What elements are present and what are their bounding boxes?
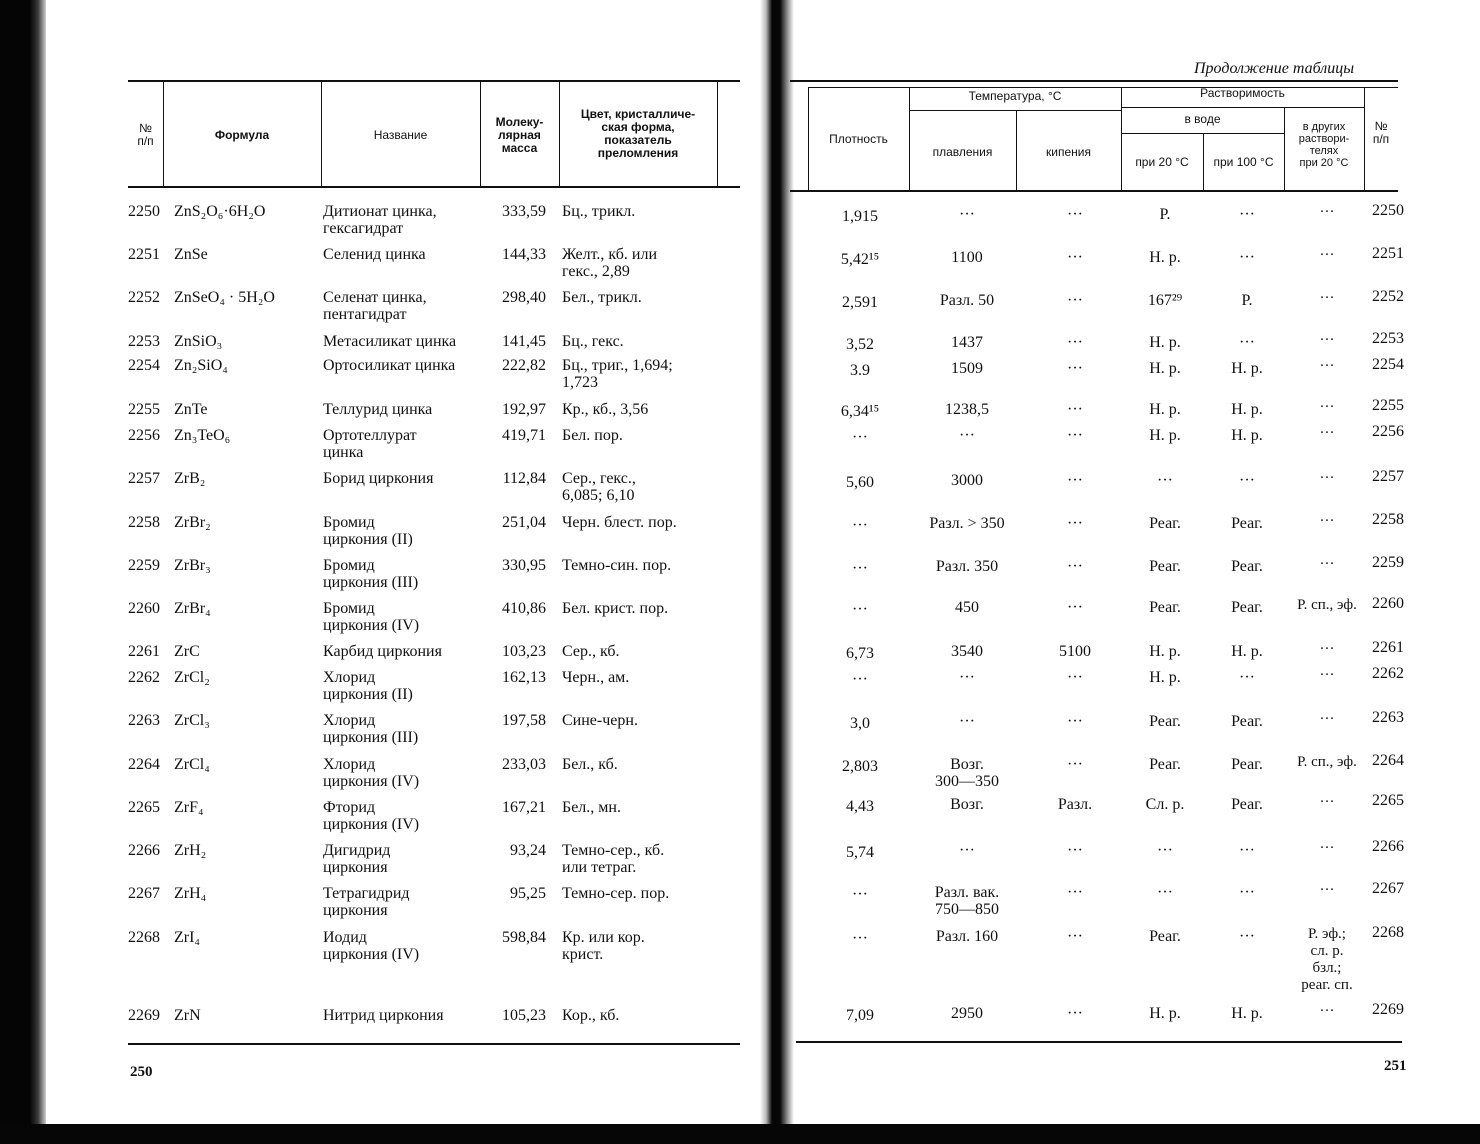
color-form-cell: Темно-сер., кб. или тетраг. xyxy=(562,842,665,876)
formula-cell: ZrB₂ xyxy=(174,470,206,487)
boiling-cell: ··· xyxy=(1067,599,1083,616)
color-form-cell: Бел., мн. xyxy=(562,799,621,816)
header-top-rule xyxy=(790,80,1398,82)
water-20-cell: Реаг. xyxy=(1149,713,1181,730)
other-solvents-cell: ··· xyxy=(1319,882,1335,898)
water-20-cell: ··· xyxy=(1157,842,1173,859)
density-cell: ··· xyxy=(852,517,868,534)
row-number: 2254 xyxy=(1372,356,1404,373)
name-cell: Иодид циркония (IV) xyxy=(323,929,420,963)
other-solvents-cell: ··· xyxy=(1319,794,1335,810)
color-form-cell: Желт., кб. или гекс., 2,89 xyxy=(562,246,658,280)
row-number: 2265 xyxy=(128,799,160,816)
water-20-cell: Н. р. xyxy=(1149,401,1181,418)
water-20-cell: Н. р. xyxy=(1149,360,1181,377)
density-cell: ··· xyxy=(852,930,868,947)
water-20-cell: Реаг. xyxy=(1149,558,1181,575)
mass-cell: 330,95 xyxy=(502,557,546,574)
water-20-cell: Реаг. xyxy=(1149,756,1181,773)
row-number: 2262 xyxy=(1372,665,1404,682)
other-solvents-cell: ··· xyxy=(1319,641,1335,657)
name-cell: Карбид циркония xyxy=(323,643,442,660)
density-cell: 3,52 xyxy=(846,336,874,353)
header-mass: Молеку- лярная масса xyxy=(495,115,544,155)
header-density: Плотность xyxy=(829,132,888,146)
formula-cell: ZnSiO₃ xyxy=(174,333,223,350)
color-form-cell: Кр., кб., 3,56 xyxy=(562,401,649,418)
boiling-cell: ··· xyxy=(1067,515,1083,532)
boiling-cell: ··· xyxy=(1067,928,1083,945)
water-20-cell: Н. р. xyxy=(1149,249,1181,266)
color-form-cell: Сине-черн. xyxy=(562,712,638,729)
row-number: 2256 xyxy=(1372,423,1404,440)
name-cell: Ортотеллурат цинка xyxy=(323,427,417,461)
melting-cell: 1437 xyxy=(951,334,983,351)
color-form-cell: Бц., гекс. xyxy=(562,333,624,350)
formula-cell: ZnTe xyxy=(174,401,208,418)
mass-cell: 298,40 xyxy=(502,289,546,306)
formula-cell: ZnSe xyxy=(174,246,208,263)
melting-cell: 1100 xyxy=(951,249,983,266)
other-solvents-cell: ··· xyxy=(1319,358,1335,374)
formula-cell: ZrH₂ xyxy=(174,842,207,859)
water-100-cell: ··· xyxy=(1239,206,1255,223)
mass-cell: 103,23 xyxy=(502,643,546,660)
boiling-cell: ··· xyxy=(1067,713,1083,730)
name-cell: Метасиликат цинка xyxy=(323,333,457,350)
water-100-cell: Реаг. xyxy=(1231,713,1263,730)
other-solvents-cell: ··· xyxy=(1319,840,1335,856)
name-cell: Хлорид циркония (II) xyxy=(323,669,413,703)
row-number: 2251 xyxy=(1372,245,1404,262)
color-form-cell: Бел. крист. пор. xyxy=(562,600,669,617)
melting-cell: 3000 xyxy=(951,472,983,489)
header-bottom-rule xyxy=(790,190,1398,192)
other-solvents-cell: ··· xyxy=(1319,513,1335,529)
color-form-cell: Сер., гекс., 6,085; 6,10 xyxy=(562,470,636,504)
melting-cell: ··· xyxy=(959,842,975,859)
melting-cell: ··· xyxy=(959,669,975,686)
water-20-cell: ··· xyxy=(1157,472,1173,489)
density-cell: 4,43 xyxy=(846,798,874,815)
page-number-left: 250 xyxy=(130,1064,153,1080)
table-bottom-rule xyxy=(796,1041,1402,1043)
header-water-20: при 20 °С xyxy=(1135,155,1189,169)
melting-cell: 450 xyxy=(955,599,979,616)
melting-cell: Разл. вак. 750—850 xyxy=(934,884,1000,918)
formula-cell: ZrH₄ xyxy=(174,885,207,902)
boiling-cell: ··· xyxy=(1067,401,1083,418)
row-number: 2261 xyxy=(128,643,160,660)
row-number: 2259 xyxy=(128,557,160,574)
color-form-cell: Сер., кб. xyxy=(562,643,620,660)
boiling-cell: ··· xyxy=(1067,558,1083,575)
water-20-cell: ··· xyxy=(1157,884,1173,901)
header-temperature: Температура, °С xyxy=(968,89,1062,103)
header-formula: Формула xyxy=(214,128,270,142)
boiling-cell: ··· xyxy=(1067,360,1083,377)
melting-cell: Возг. xyxy=(950,796,984,813)
formula-cell: ZrCl₃ xyxy=(174,712,210,729)
water-20-cell: Р. xyxy=(1159,206,1171,223)
color-form-cell: Бц., трикл. xyxy=(562,203,636,220)
other-solvents-cell: ··· xyxy=(1319,667,1335,683)
water-100-cell: Р. xyxy=(1241,292,1253,309)
name-cell: Тетрагидрид циркония xyxy=(323,885,410,919)
water-100-cell: Реаг. xyxy=(1231,756,1263,773)
row-number: 2264 xyxy=(128,756,160,773)
row-number: 2257 xyxy=(128,470,160,487)
water-20-cell: 167²⁹ xyxy=(1147,292,1183,309)
row-number: 2263 xyxy=(1372,709,1404,726)
boiling-cell: ··· xyxy=(1067,249,1083,266)
boiling-cell: ··· xyxy=(1067,842,1083,859)
row-number: 2252 xyxy=(128,289,160,306)
density-cell: 5,74 xyxy=(846,844,874,861)
formula-cell: ZrBr₃ xyxy=(174,557,211,574)
density-cell: ··· xyxy=(852,671,868,688)
color-form-cell: Бел., кб. xyxy=(562,756,618,773)
color-form-cell: Бел. пор. xyxy=(562,427,623,444)
row-number: 2264 xyxy=(1372,752,1404,769)
water-100-cell: Реаг. xyxy=(1231,515,1263,532)
header-color: Цвет, кристалличе- ская форма, показатель преломления xyxy=(580,107,696,160)
density-cell: ··· xyxy=(852,560,868,577)
mass-cell: 192,97 xyxy=(502,401,546,418)
formula-cell: ZrCl₂ xyxy=(174,669,210,686)
water-20-cell: Н. р. xyxy=(1149,1005,1181,1022)
other-solvents-cell: Р. сп., эф. xyxy=(1297,597,1357,613)
water-20-cell: Н. р. xyxy=(1149,669,1181,686)
mass-cell: 333,59 xyxy=(502,203,546,220)
water-100-cell: ··· xyxy=(1239,842,1255,859)
other-solvents-cell: Р. сп., эф. xyxy=(1297,754,1357,770)
boiling-cell: Разл. xyxy=(1057,796,1093,813)
row-number: 2250 xyxy=(1372,202,1404,219)
formula-cell: ZrI₄ xyxy=(174,929,201,946)
boiling-cell: ··· xyxy=(1067,427,1083,444)
formula-cell: ZrF₄ xyxy=(174,799,204,816)
row-number: 2256 xyxy=(128,427,160,444)
header-other-solvents: в других раствори- телях при 20 °С xyxy=(1298,121,1350,169)
row-number: 2265 xyxy=(1372,792,1404,809)
mass-cell: 419,71 xyxy=(502,427,546,444)
mass-cell: 93,24 xyxy=(510,842,546,859)
row-number: 2263 xyxy=(128,712,160,729)
row-number: 2255 xyxy=(1372,397,1404,414)
melting-cell: Разл. > 350 xyxy=(929,515,1005,532)
melting-cell: Разл. 50 xyxy=(939,292,995,309)
formula-cell: ZrCl₄ xyxy=(174,756,210,773)
name-cell: Хлорид циркония (III) xyxy=(323,712,419,746)
mass-cell: 222,82 xyxy=(502,357,546,374)
density-cell: 2,803 xyxy=(842,758,878,775)
water-20-cell: Н. р. xyxy=(1149,427,1181,444)
name-cell: Бромид циркония (IV) xyxy=(323,600,420,634)
row-number: 2262 xyxy=(128,669,160,686)
row-number: 2250 xyxy=(128,203,160,220)
other-solvents-cell: ··· xyxy=(1319,711,1335,727)
melting-cell: 1509 xyxy=(951,360,983,377)
name-cell: Теллурид цинка xyxy=(323,401,433,418)
density-cell: ··· xyxy=(852,886,868,903)
row-number: 2268 xyxy=(1372,924,1404,941)
melting-cell: 2950 xyxy=(951,1005,983,1022)
row-number: 2260 xyxy=(1372,595,1404,612)
density-cell: 3.9 xyxy=(850,362,870,379)
mass-cell: 233,03 xyxy=(502,756,546,773)
formula-cell: Zn₂SiO₄ xyxy=(174,357,228,374)
density-cell: 5,42¹⁵ xyxy=(840,251,880,268)
formula-cell: Zn₃TeO₆ xyxy=(174,427,231,444)
color-form-cell: Темно-син. пор. xyxy=(562,557,672,574)
solubility-group-rule xyxy=(1122,107,1364,108)
boiling-cell: ··· xyxy=(1067,1005,1083,1022)
water-100-cell: Реаг. xyxy=(1231,558,1263,575)
boiling-cell: ··· xyxy=(1067,472,1083,489)
other-solvents-cell: ··· xyxy=(1319,425,1335,441)
melting-cell: Разл. 160 xyxy=(935,928,999,945)
water-100-cell: ··· xyxy=(1239,334,1255,351)
header-name: Название xyxy=(373,128,428,142)
row-number: 2269 xyxy=(128,1007,160,1024)
header-num-right: № п/п xyxy=(1372,119,1390,146)
density-cell: ··· xyxy=(852,601,868,618)
melting-cell: Разл. 350 xyxy=(935,558,999,575)
row-number: 2266 xyxy=(128,842,160,859)
name-cell: Хлорид циркония (IV) xyxy=(323,756,420,790)
name-cell: Дигидрид циркония xyxy=(323,842,391,876)
color-form-cell: Кор., кб. xyxy=(562,1007,620,1024)
melting-cell: ··· xyxy=(959,427,975,444)
density-cell: 2,591 xyxy=(842,294,878,311)
name-cell: Селенид цинка xyxy=(323,246,426,263)
boiling-cell: ··· xyxy=(1067,884,1083,901)
row-number: 2261 xyxy=(1372,639,1404,656)
formula-cell: ZrBr₄ xyxy=(174,600,211,617)
mass-cell: 105,23 xyxy=(502,1007,546,1024)
density-cell: ··· xyxy=(852,429,868,446)
water-20-cell: Сл. р. xyxy=(1145,796,1185,813)
name-cell: Борид циркония xyxy=(323,470,434,487)
page-number-right: 251 xyxy=(1384,1058,1407,1074)
color-form-cell: Черн. блест. пор. xyxy=(562,514,677,531)
continuation-caption: Продолжение таблицы xyxy=(1194,60,1355,77)
name-cell: Нитрид циркония xyxy=(323,1007,444,1024)
boiling-cell: ··· xyxy=(1067,669,1083,686)
name-cell: Бромид циркония (II) xyxy=(323,514,413,548)
header-in-water: в воде xyxy=(1184,112,1221,126)
formula-cell: ZrC xyxy=(174,643,200,660)
temp-group-rule xyxy=(909,110,1121,111)
water-100-cell: ··· xyxy=(1239,472,1255,489)
name-cell: Дитионат цинка, гексагидрат xyxy=(323,203,437,237)
mass-cell: 141,45 xyxy=(502,333,546,350)
color-form-cell: Черн., ам. xyxy=(562,669,630,686)
other-solvents-cell: ··· xyxy=(1319,290,1335,306)
melting-cell: Возг. 300—350 xyxy=(935,756,999,790)
water-100-cell: Н. р. xyxy=(1231,401,1263,418)
formula-cell: ZrBr₂ xyxy=(174,514,211,531)
row-number: 2252 xyxy=(1372,288,1404,305)
row-number: 2253 xyxy=(128,333,160,350)
mass-cell: 410,86 xyxy=(502,600,546,617)
other-solvents-cell: ··· xyxy=(1319,1003,1335,1019)
header-num: № п/п xyxy=(137,121,154,148)
melting-cell: ··· xyxy=(959,713,975,730)
mass-cell: 197,58 xyxy=(502,712,546,729)
col-divider xyxy=(909,88,910,190)
water-100-cell: ··· xyxy=(1239,249,1255,266)
density-cell: 3,0 xyxy=(850,715,870,732)
row-number: 2260 xyxy=(128,600,160,617)
row-number: 2267 xyxy=(128,885,160,902)
row-number: 2258 xyxy=(128,514,160,531)
water-100-cell: Н. р. xyxy=(1231,1005,1263,1022)
mass-cell: 167,21 xyxy=(502,799,546,816)
row-number: 2267 xyxy=(1372,880,1404,897)
formula-cell: ZnS₂O₆·6H₂O xyxy=(174,203,266,220)
water-100-cell: Реаг. xyxy=(1231,796,1263,813)
mass-cell: 162,13 xyxy=(502,669,546,686)
formula-cell: ZnSeO₄ · 5H₂O xyxy=(174,289,275,306)
water-100-cell: ··· xyxy=(1239,928,1255,945)
mass-cell: 95,25 xyxy=(510,885,546,902)
other-solvents-cell: ··· xyxy=(1319,399,1335,415)
row-number: 2253 xyxy=(1372,330,1404,347)
row-number: 2259 xyxy=(1372,554,1404,571)
name-cell: Бромид циркония (III) xyxy=(323,557,419,591)
mass-cell: 112,84 xyxy=(502,470,546,487)
density-cell: 1,915 xyxy=(842,208,878,225)
boiling-cell: 5100 xyxy=(1059,643,1091,660)
water-100-cell: ··· xyxy=(1239,884,1255,901)
header-boiling: кипения xyxy=(1046,145,1091,159)
other-solvents-cell: ··· xyxy=(1319,332,1335,348)
density-cell: 6,73 xyxy=(846,645,874,662)
mass-cell: 598,84 xyxy=(502,929,546,946)
col-divider xyxy=(1121,88,1122,190)
water-100-cell: Н. р. xyxy=(1231,360,1263,377)
melting-cell: 1238,5 xyxy=(945,401,989,418)
boiling-cell: ··· xyxy=(1067,206,1083,223)
name-cell: Селенат цинка, пентагидрат xyxy=(323,289,427,323)
density-cell: 7,09 xyxy=(846,1007,874,1024)
boiling-cell: ··· xyxy=(1067,334,1083,351)
color-form-cell: Бц., триг., 1,694; 1,723 xyxy=(562,357,673,391)
color-form-cell: Кр. или кор. крист. xyxy=(562,929,645,963)
melting-cell: 3540 xyxy=(951,643,983,660)
other-solvents-cell: Р. эф.; сл. р. бзл.; реаг. сп. xyxy=(1301,926,1353,993)
name-cell: Ортосиликат цинка xyxy=(323,357,456,374)
other-solvents-cell: ··· xyxy=(1319,556,1335,572)
row-number: 2255 xyxy=(128,401,160,418)
water-20-cell: Реаг. xyxy=(1149,928,1181,945)
water-20-cell: Реаг. xyxy=(1149,599,1181,616)
row-number: 2257 xyxy=(1372,468,1404,485)
water-100-cell: ··· xyxy=(1239,669,1255,686)
mass-cell: 251,04 xyxy=(502,514,546,531)
water-100-cell: Реаг. xyxy=(1231,599,1263,616)
water-100-cell: Н. р. xyxy=(1231,427,1263,444)
name-cell: Фторид циркония (IV) xyxy=(323,799,420,833)
color-form-cell: Бел., трикл. xyxy=(562,289,642,306)
other-solvents-cell: ··· xyxy=(1319,204,1335,220)
row-number: 2266 xyxy=(1372,838,1404,855)
color-form-cell: Темно-сер. пор. xyxy=(562,885,670,902)
mass-cell: 144,33 xyxy=(502,246,546,263)
water-20-cell: Реаг. xyxy=(1149,515,1181,532)
header-melting: плавления xyxy=(932,145,993,159)
water-20-cell: Н. р. xyxy=(1149,643,1181,660)
melting-cell: ··· xyxy=(959,206,975,223)
row-number: 2258 xyxy=(1372,511,1404,528)
other-solvents-cell: ··· xyxy=(1319,470,1335,486)
water-20-cell: Н. р. xyxy=(1149,334,1181,351)
header-solubility: Растворимость xyxy=(1200,86,1285,100)
row-number: 2251 xyxy=(128,246,160,263)
row-number: 2254 xyxy=(128,357,160,374)
formula-cell: ZrN xyxy=(174,1007,201,1024)
boiling-cell: ··· xyxy=(1067,292,1083,309)
density-cell: 6,34¹⁵ xyxy=(840,403,880,420)
boiling-cell: ··· xyxy=(1067,756,1083,773)
row-number: 2268 xyxy=(128,929,160,946)
header-water-100: при 100 °С xyxy=(1213,155,1274,169)
row-number: 2269 xyxy=(1372,1001,1404,1018)
density-cell: 5,60 xyxy=(846,474,874,491)
water-100-cell: Н. р. xyxy=(1231,643,1263,660)
other-solvents-cell: ··· xyxy=(1319,247,1335,263)
